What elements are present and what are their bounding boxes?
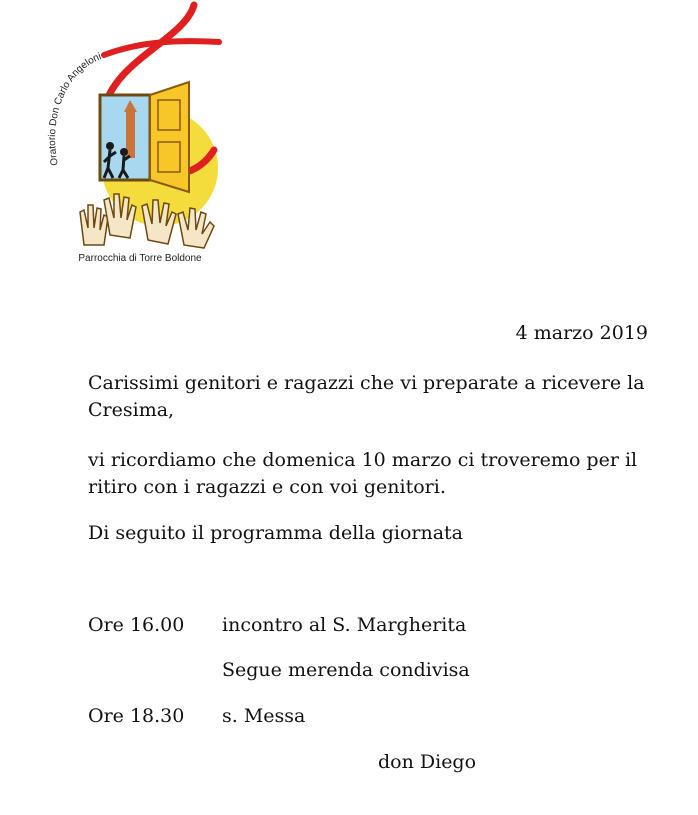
reminder-paragraph: vi ricordiamo che domenica 10 marzo ci troveremo per il ritiro con i ragazzi e con voi genitori. bbox=[88, 449, 638, 498]
schedule-time: Ore 18.30 bbox=[88, 705, 185, 727]
schedule-time: Ore 16.00 bbox=[88, 614, 185, 636]
schedule-activity: s. Messa bbox=[222, 705, 306, 727]
signature: don Diego bbox=[378, 751, 477, 773]
parish-logo bbox=[44, 0, 226, 265]
logo-arc-text: Oratorio Don Carlo Angeloni bbox=[47, 51, 103, 167]
schedule-activity: Segue merenda condivisa bbox=[222, 659, 470, 681]
logo-door bbox=[150, 82, 189, 192]
logo-bottom-text: Parrocchia di Torre Boldone bbox=[78, 253, 202, 264]
letter-date: 4 marzo 2019 bbox=[515, 322, 648, 344]
program-intro: Di seguito il programma della giornata bbox=[88, 522, 463, 544]
greeting-paragraph: Carissimi genitori e ragazzi che vi preparate a ricevere la Cresima, bbox=[88, 372, 645, 421]
schedule-activity: incontro al S. Margherita bbox=[222, 614, 467, 636]
